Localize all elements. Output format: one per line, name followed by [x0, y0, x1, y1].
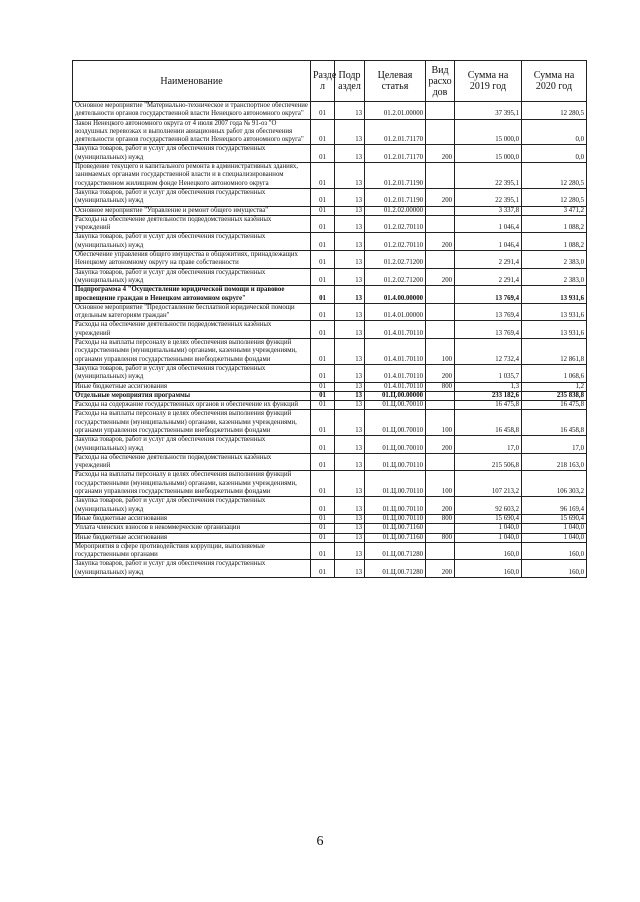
- cell-target: 01.4.01.70110: [365, 382, 426, 391]
- cell-name: Расходы на выплаты персоналу в целях обеспечения выполнения функций государственными (муниципальными) органами, казенными учреждениями, органами управления государственными внебюджетными фондами: [73, 339, 311, 365]
- col-header-name: Наименование: [73, 61, 311, 102]
- cell-target: 01.2.02.70110: [365, 233, 426, 251]
- cell-vid: [426, 251, 455, 269]
- page-number: 6: [316, 834, 324, 849]
- cell-name: Закупка товаров, работ и услуг для обеспечения государственных (муниципальных) нужд: [73, 268, 311, 286]
- cell-name: Иные бюджетные ассигнования: [73, 382, 311, 391]
- cell-name: Иные бюджетные ассигнования: [73, 514, 311, 523]
- cell-sum2019: 1 040,0: [455, 533, 522, 542]
- cell-razdel: 01: [311, 471, 335, 497]
- cell-podrazdel: 13: [335, 364, 365, 382]
- budget-table: [72, 60, 587, 578]
- cell-razdel: 01: [311, 410, 335, 436]
- cell-razdel: 01: [311, 119, 335, 145]
- cell-podrazdel: 13: [335, 436, 365, 454]
- cell-sum2020: 96 169,4: [522, 497, 587, 515]
- cell-sum2019: 22 395,1: [455, 188, 522, 206]
- col-header-sum2020: Сумма на 2020 год: [522, 61, 587, 102]
- table-row: [73, 251, 587, 269]
- cell-sum2019: 2 291,4: [455, 251, 522, 269]
- cell-name: Расходы на обеспечение деятельности подведомственных казённых учреждений: [73, 321, 311, 339]
- cell-razdel: 01: [311, 188, 335, 206]
- cell-name: Закупка товаров, работ и услуг для обеспечения государственных (муниципальных) нужд: [73, 233, 311, 251]
- cell-podrazdel: 13: [335, 560, 365, 578]
- cell-vid: 100: [426, 339, 455, 365]
- cell-sum2020: 1 040,0: [522, 533, 587, 542]
- cell-razdel: 01: [311, 206, 335, 215]
- cell-name: Уплата членских взносов в некоммерческие организации: [73, 524, 311, 533]
- cell-sum2019: 16 475,8: [455, 401, 522, 410]
- cell-sum2019: 160,0: [455, 560, 522, 578]
- cell-name: Подпрограмма 4 "Осуществление юридической помощи и правовое просвещение граждан в Ненецком автономном округе": [73, 286, 311, 304]
- cell-sum2019: 37 395,1: [455, 102, 522, 120]
- table-row: [73, 339, 587, 365]
- table-row: [73, 391, 587, 400]
- cell-podrazdel: 13: [335, 453, 365, 471]
- cell-podrazdel: 13: [335, 145, 365, 163]
- cell-sum2020: 12 861,8: [522, 339, 587, 365]
- cell-vid: 200: [426, 188, 455, 206]
- cell-vid: [426, 321, 455, 339]
- cell-name: Основное мероприятие "Предоставление бесплатной юридической помощи отдельным категориям граждан": [73, 303, 311, 321]
- cell-razdel: 01: [311, 533, 335, 542]
- table-row: [73, 364, 587, 382]
- cell-podrazdel: 13: [335, 206, 365, 215]
- cell-vid: [426, 163, 455, 189]
- cell-razdel: 01: [311, 215, 335, 233]
- cell-razdel: 01: [311, 321, 335, 339]
- cell-vid: [426, 542, 455, 560]
- cell-sum2019: 92 603,2: [455, 497, 522, 515]
- cell-target: 01.Ц.00.70110: [365, 453, 426, 471]
- cell-razdel: 01: [311, 497, 335, 515]
- cell-sum2020: 13 931,6: [522, 321, 587, 339]
- table-row: [73, 542, 587, 560]
- cell-sum2020: 1 068,6: [522, 364, 587, 382]
- cell-razdel: 01: [311, 401, 335, 410]
- cell-target: 01.Ц.00.71160: [365, 524, 426, 533]
- cell-name: Закупка товаров, работ и услуг для обеспечения государственных (муниципальных) нужд: [73, 364, 311, 382]
- cell-sum2019: 1,3: [455, 382, 522, 391]
- cell-sum2020: 2 383,0: [522, 251, 587, 269]
- cell-name: Закупка товаров, работ и услуг для обеспечения государственных (муниципальных) нужд: [73, 145, 311, 163]
- table-row: [73, 268, 587, 286]
- budget-sheet: [72, 60, 586, 578]
- table-row: [73, 560, 587, 578]
- cell-vid: 200: [426, 497, 455, 515]
- cell-razdel: 01: [311, 286, 335, 304]
- cell-sum2020: 12 280,5: [522, 188, 587, 206]
- cell-podrazdel: 13: [335, 542, 365, 560]
- cell-sum2020: 218 163,0: [522, 453, 587, 471]
- cell-podrazdel: 13: [335, 339, 365, 365]
- cell-vid: [426, 391, 455, 400]
- cell-target: 01.2.01.71170: [365, 119, 426, 145]
- cell-podrazdel: 13: [335, 524, 365, 533]
- cell-sum2019: 1 046,4: [455, 215, 522, 233]
- cell-vid: 200: [426, 268, 455, 286]
- cell-sum2020: 106 303,2: [522, 471, 587, 497]
- col-header-podrazdel: Подр аздел: [335, 61, 365, 102]
- table-header-row: [73, 61, 587, 102]
- cell-podrazdel: 13: [335, 163, 365, 189]
- cell-sum2019: 15 690,4: [455, 514, 522, 523]
- cell-sum2020: 17,0: [522, 436, 587, 454]
- cell-sum2020: 13 931,6: [522, 286, 587, 304]
- cell-name: Основное мероприятие "Управление и ремонт общего имущества": [73, 206, 311, 215]
- cell-razdel: 01: [311, 303, 335, 321]
- cell-vid: 200: [426, 364, 455, 382]
- cell-razdel: 01: [311, 163, 335, 189]
- cell-vid: [426, 206, 455, 215]
- cell-target: 01.2.02.00000: [365, 206, 426, 215]
- cell-target: 01.Ц.00.00000: [365, 391, 426, 400]
- cell-podrazdel: 13: [335, 321, 365, 339]
- cell-vid: 100: [426, 471, 455, 497]
- cell-razdel: 01: [311, 268, 335, 286]
- table-row: [73, 215, 587, 233]
- cell-podrazdel: 13: [335, 514, 365, 523]
- cell-target: 01.2.02.70110: [365, 215, 426, 233]
- cell-podrazdel: 13: [335, 251, 365, 269]
- cell-name: Иные бюджетные ассигнования: [73, 533, 311, 542]
- cell-target: 01.Ц.00.70010: [365, 401, 426, 410]
- table-row: [73, 453, 587, 471]
- cell-sum2019: 15 000,0: [455, 145, 522, 163]
- cell-target: 01.4.00.00000: [365, 286, 426, 304]
- cell-vid: [426, 453, 455, 471]
- cell-podrazdel: 13: [335, 391, 365, 400]
- cell-sum2019: 107 213,2: [455, 471, 522, 497]
- cell-name: Отдельные мероприятия программы: [73, 391, 311, 400]
- cell-podrazdel: 13: [335, 382, 365, 391]
- cell-target: 01.2.01.71190: [365, 163, 426, 189]
- cell-target: 01.Ц.00.71160: [365, 533, 426, 542]
- cell-podrazdel: 13: [335, 410, 365, 436]
- cell-sum2020: 15 690,4: [522, 514, 587, 523]
- cell-sum2020: 235 838,8: [522, 391, 587, 400]
- table-row: [73, 145, 587, 163]
- cell-sum2020: 1 088,2: [522, 233, 587, 251]
- cell-vid: [426, 524, 455, 533]
- table-row: [73, 497, 587, 515]
- table-row: [73, 233, 587, 251]
- cell-podrazdel: 13: [335, 303, 365, 321]
- cell-vid: 200: [426, 436, 455, 454]
- cell-name: Основное мероприятие "Материально-техническое и транспортное обеспечение деятельности органов государственной власти Ненецкого автономного округа": [73, 102, 311, 120]
- cell-razdel: 01: [311, 514, 335, 523]
- cell-sum2019: 15 000,0: [455, 119, 522, 145]
- cell-sum2020: 1 040,0: [522, 524, 587, 533]
- table-row: [73, 188, 587, 206]
- cell-name: Закупка товаров, работ и услуг для обеспечения государственных (муниципальных) нужд: [73, 436, 311, 454]
- cell-target: 01.2.01.00000: [365, 102, 426, 120]
- cell-podrazdel: 13: [335, 102, 365, 120]
- cell-sum2019: 160,0: [455, 542, 522, 560]
- cell-podrazdel: 13: [335, 497, 365, 515]
- cell-target: 01.2.01.71170: [365, 145, 426, 163]
- cell-vid: 200: [426, 560, 455, 578]
- cell-sum2019: 1 035,7: [455, 364, 522, 382]
- cell-vid: [426, 215, 455, 233]
- cell-razdel: 01: [311, 382, 335, 391]
- cell-sum2020: 160,0: [522, 542, 587, 560]
- cell-name: Расходы на выплаты персоналу в целях обеспечения выполнения функций государственными (муниципальными) органами, казенными учреждениями, органами управления государственными внебюджетными фондами: [73, 471, 311, 497]
- cell-vid: 800: [426, 514, 455, 523]
- table-row: [73, 119, 587, 145]
- cell-target: 01.Ц.00.70110: [365, 514, 426, 523]
- table-row: [73, 436, 587, 454]
- cell-sum2020: 0,0: [522, 119, 587, 145]
- table-row: [73, 524, 587, 533]
- table-row: [73, 382, 587, 391]
- cell-razdel: 01: [311, 339, 335, 365]
- table-row: [73, 533, 587, 542]
- cell-podrazdel: 13: [335, 401, 365, 410]
- cell-name: Обеспечение управления общего имущества в общежитиях, принадлежащих Ненецкому автономному округу на праве собственности: [73, 251, 311, 269]
- table-row: [73, 286, 587, 304]
- cell-name: Мероприятия в сфере противодействия коррупции, выполняемые государственными органами: [73, 542, 311, 560]
- cell-sum2019: 12 732,4: [455, 339, 522, 365]
- cell-vid: [426, 303, 455, 321]
- cell-sum2019: 1 046,4: [455, 233, 522, 251]
- cell-target: 01.4.01.70110: [365, 364, 426, 382]
- cell-target: 01.Ц.00.71280: [365, 560, 426, 578]
- cell-target: 01.Ц.00.70010: [365, 436, 426, 454]
- cell-podrazdel: 13: [335, 471, 365, 497]
- cell-podrazdel: 13: [335, 286, 365, 304]
- cell-razdel: 01: [311, 364, 335, 382]
- table-row: [73, 303, 587, 321]
- table-row: [73, 206, 587, 215]
- cell-vid: 200: [426, 233, 455, 251]
- cell-target: 01.Ц.00.71280: [365, 542, 426, 560]
- cell-target: 01.2.01.71190: [365, 188, 426, 206]
- table-row: [73, 401, 587, 410]
- cell-sum2019: 22 395,1: [455, 163, 522, 189]
- cell-sum2019: 1 040,0: [455, 524, 522, 533]
- cell-razdel: 01: [311, 524, 335, 533]
- cell-vid: 100: [426, 410, 455, 436]
- cell-sum2019: 13 769,4: [455, 286, 522, 304]
- cell-podrazdel: 13: [335, 188, 365, 206]
- cell-target: 01.4.01.70110: [365, 321, 426, 339]
- col-header-razdel: Разде л: [311, 61, 335, 102]
- table-body: [73, 102, 587, 578]
- cell-sum2019: 16 458,8: [455, 410, 522, 436]
- cell-vid: [426, 119, 455, 145]
- cell-razdel: 01: [311, 560, 335, 578]
- cell-name: Расходы на обеспечение деятельности подведомственных казённых учреждений: [73, 215, 311, 233]
- cell-sum2019: 13 769,4: [455, 321, 522, 339]
- cell-podrazdel: 13: [335, 268, 365, 286]
- cell-razdel: 01: [311, 391, 335, 400]
- cell-target: 01.4.01.00000: [365, 303, 426, 321]
- cell-sum2019: 17,0: [455, 436, 522, 454]
- cell-sum2020: 2 383,0: [522, 268, 587, 286]
- cell-vid: [426, 401, 455, 410]
- cell-sum2020: 160,0: [522, 560, 587, 578]
- cell-target: 01.2.02.71200: [365, 251, 426, 269]
- cell-sum2020: 13 931,6: [522, 303, 587, 321]
- cell-vid: [426, 286, 455, 304]
- cell-razdel: 01: [311, 102, 335, 120]
- col-header-sum2019: Сумма на 2019 год: [455, 61, 522, 102]
- cell-sum2020: 1,2: [522, 382, 587, 391]
- table-row: [73, 410, 587, 436]
- cell-razdel: 01: [311, 436, 335, 454]
- cell-sum2019: 13 769,4: [455, 303, 522, 321]
- cell-target: 01.2.02.71200: [365, 268, 426, 286]
- cell-podrazdel: 13: [335, 533, 365, 542]
- cell-razdel: 01: [311, 542, 335, 560]
- cell-name: Проведение текущего и капитального ремонта в административных зданиях, занимаемых органами государственной власти и в специализированном государственном жилищном фонде Ненецкого автономного округа: [73, 163, 311, 189]
- cell-sum2019: 215 506,8: [455, 453, 522, 471]
- cell-sum2019: 233 182,6: [455, 391, 522, 400]
- cell-sum2020: 16 475,8: [522, 401, 587, 410]
- cell-vid: 800: [426, 382, 455, 391]
- cell-razdel: 01: [311, 453, 335, 471]
- cell-podrazdel: 13: [335, 233, 365, 251]
- cell-name: Закупка товаров, работ и услуг для обеспечения государственных (муниципальных) нужд: [73, 560, 311, 578]
- cell-sum2020: 12 280,5: [522, 163, 587, 189]
- cell-razdel: 01: [311, 145, 335, 163]
- table-row: [73, 321, 587, 339]
- cell-sum2020: 1 088,2: [522, 215, 587, 233]
- table-row: [73, 102, 587, 120]
- cell-sum2020: 16 458,8: [522, 410, 587, 436]
- cell-name: Расходы на обеспечение деятельности подведомственных казённых учреждений: [73, 453, 311, 471]
- table-row: [73, 514, 587, 523]
- cell-name: Закупка товаров, работ и услуг для обеспечения государственных (муниципальных) нужд: [73, 188, 311, 206]
- cell-sum2019: 2 291,4: [455, 268, 522, 286]
- cell-vid: 200: [426, 145, 455, 163]
- cell-sum2020: 3 471,2: [522, 206, 587, 215]
- cell-podrazdel: 13: [335, 215, 365, 233]
- cell-target: 01.Ц.00.70010: [365, 410, 426, 436]
- cell-target: 01.4.01.70110: [365, 339, 426, 365]
- cell-sum2020: 0,0: [522, 145, 587, 163]
- cell-podrazdel: 13: [335, 119, 365, 145]
- cell-sum2019: 3 337,8: [455, 206, 522, 215]
- cell-target: 01.Ц.00.70110: [365, 471, 426, 497]
- cell-name: Закон Ненецкого автономного округа от 4 июля 2007 года № 91-оз "О воздушных перевозках и выполнении авиационных работ для обеспечения деятельности органов государственной власти Ненецкого автономного округа": [73, 119, 311, 145]
- table-row: [73, 471, 587, 497]
- col-header-vid: Вид расхо дов: [426, 61, 455, 102]
- table-row: [73, 163, 587, 189]
- cell-target: 01.Ц.00.70110: [365, 497, 426, 515]
- cell-name: Закупка товаров, работ и услуг для обеспечения государственных (муниципальных) нужд: [73, 497, 311, 515]
- cell-vid: [426, 102, 455, 120]
- cell-name: Расходы на выплаты персоналу в целях обеспечения выполнения функций государственными (муниципальными) органами, казенными учреждениями, органами управления государственными внебюджетными фондами: [73, 410, 311, 436]
- cell-sum2020: 12 280,5: [522, 102, 587, 120]
- cell-vid: 800: [426, 533, 455, 542]
- cell-razdel: 01: [311, 251, 335, 269]
- cell-razdel: 01: [311, 233, 335, 251]
- cell-name: Расходы на содержание государственных органов и обеспечение их функций: [73, 401, 311, 410]
- col-header-target: Целевая статья: [365, 61, 426, 102]
